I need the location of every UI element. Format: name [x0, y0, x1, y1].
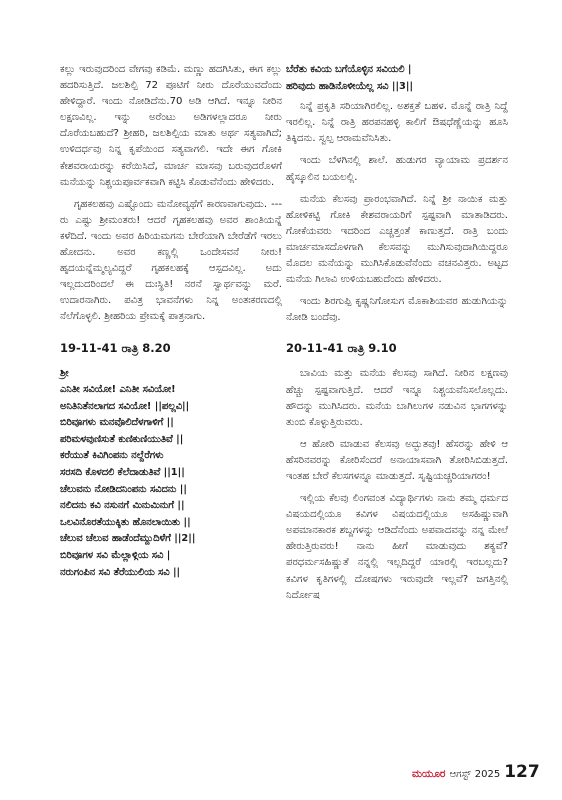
- paragraph: ಇಂದು ಬೆಳಗಿನಲ್ಲಿ ಶಾಲೆ. ಹುಡುಗರ ವ್ಯಾಯಾಮ ಪ್ರದರ್ಶನ ಹೈಸ್ಕೂಲಿನ ಬಯಲಲ್ಲಿ.: [286, 155, 508, 183]
- paragraph: ಇಂದು ಶಿರಗುಪ್ಪಿ ಕೃಷ್ಣನಿಗೋಸುಗ ಮೊಕಾಶಿಯವರ ಹುಡುಗಿಯನ್ನು ನೋಡಿ ಬಂದೆವು.: [286, 296, 508, 324]
- poem-line: ನರುಗಂಪಿನ ಸವಿ ತೆರೆಯುಲಿಯ ಸವಿ ||: [60, 566, 181, 578]
- poem-line: ಹರಿವುದು ಹಾಡಿನೊಳೀಯೆಲ್ಲ ಸವಿ ||3||: [286, 80, 414, 92]
- poem-continued: [286, 62, 508, 95]
- date-heading: 20-11-41 ರಾತ್ರಿ 9.10: [286, 341, 397, 356]
- poem-line: ಚೆಲುವ ಚೆಲುವ ಹಾಡೆಂದೆಮ್ದುದಿಳೆಗೆ ||2||: [60, 533, 196, 545]
- left-column: [60, 62, 282, 581]
- poem-line: ಎನಿತೀ ಸವಿಯೋ! ಎನಿತೀ ಸವಿಯೋ!: [60, 384, 176, 396]
- poem-line: ನಲಿದನು ಕವಿ ನಸುನಗೆ ಮಿನುಮಿನುಗೆ ||: [60, 500, 185, 512]
- poem-line: ಶ್ರೀ: [60, 367, 69, 379]
- paragraph: ನಿನ್ನೆ ಪ್ರಕೃತಿ ಸರಿಯಾಗಿರಲಿಲ್ಲ. ಅಶಕ್ತತೆ ಬಹಳ. ಮೊನ್ನೆ ರಾತ್ರಿ ನಿದ್ದೆ ಇರಲಿಲ್ಲ. ನಿನ್ನೆ ರಾತ್ರಿ ಹರಪನಹಳ್ಳಿ ಕಾಲಿಗೆ ಔಷಧೆಣ್ಣೆಯನ್ನು ಹೂಸಿ ತಿಕ್ಕಿದನು. ಸ್ವಲ್ಪ ಆರಾಮವೆನಿಸಿತು.: [286, 101, 508, 145]
- poem-line: ಬೆರೆತು ಕವಿಯ ಬಗೆಯೊಳ್ಳಿನ ಸವಿಯಲಿ |: [286, 64, 412, 75]
- paragraph: ಕಲ್ಲು ಇರುವುದರಿಂದ ವೇಗವು ಕಡಿಮೆ. ಮಣ್ಣು ಹದಗಿಸಿತು, ಈಗ ಕಲ್ಲು ಹದರಿಸುತ್ತಿದೆ. ಜಲಶಿಲ್ಪಿ 72 ಪೂಟಿಗೆ ನೀರು ದೊರೆಯುವದೆಂದು ಹೇಳಿದ್ದಾರೆ. ಇಂದು ನೋಡಿದೆನು.70 ಅಡಿ ಆಗಿದೆ. ಇನ್ನೂ ನೀರಿನ ಲಕ್ಷಣವಿಲ್ಲ. ಇನ್ನು ಅರೆಂಟು ಅಡಿಗಳಲ್ಲಾದರೂ ನೀರು ದೊರೆಯಬಹುದೆ? ಶ್ರೀಹರಿ, ಜಲಶಿಲ್ಪಿಯ ಮಾತು ಅರ್ಥ ಸತ್ಯವಾಗಿದೆ; ಉಳಿದರ್ಧವು ನಿನ್ನ ಕೃಪೆಯಿಂದ ಸತ್ಯವಾಗಲಿ. ಇದೇ ಈಗ ಗೋಕಿ ಕೇಶವರಾಯರನ್ನು ಕರೆಯಿಸಿದೆ, ಮಾರ್ಚ ಮಾಸವು ಬರುವುದರೊಳಗೆ ಮನೆಯನ್ನು ನಿಶ್ಚಯಪೂರ್ವಕವಾಗಿ ಕಟ್ಟಿಸಿ ಕೊಡುವೆನೆಂದು ಹೇಳಿದರು.: [60, 64, 282, 188]
- poem-line: ಬಿರಿವೂಗಳ ಸವಿ ಮೆಲ್ಲಾಳ್ಗಿಯ ಸವಿ |: [60, 550, 171, 562]
- poem-line: ಒಲವಿನೊರತೆಯುಕ್ಕಿತು ಹೊನಲಾಯಿತು ||: [60, 516, 191, 528]
- poem-line: ಚೆಲುವನು ನೋಡಿದನಿಂಪನು ಸವಿದನು ||: [60, 483, 187, 495]
- poem-line: ಪರಿಮಳವುಣಿಸುತೆ ಕುಣಿಕುಣಿಯುತಿವೆ ||: [60, 433, 184, 445]
- date-heading: 19-11-41 ರಾತ್ರಿ 8.20: [60, 340, 171, 355]
- poem-line: ಅನಿತಿನಿತೆನಲಾಗದ ಸವಿಯೋ! ||ಪಲ್ಲವಿ||: [60, 400, 190, 412]
- issue-year: 2025: [474, 769, 501, 780]
- magazine-name: ಮಯೂರ: [412, 768, 446, 780]
- paragraph: ಇಲ್ಲಿಯ ಕೆಲವು ಲಿಂಗವಂತ ವಿದ್ಯಾರ್ಥಿಗಳು ನಾನು ತಮ್ಮ ಧರ್ಮದ ವಿಷಯದಲ್ಲಿಯೂ ಕವಿಗಳ ವಿಷಯದಲ್ಲಿಯೂ ಅಸಹಿಷ್ಣುವಾಗಿ ಅಪಮಾನಕಾರಕ ಶಬ್ದಗಳನ್ನು ಆಡಿದೆನೆಂದು ಅಪವಾದವನ್ನು ನನ್ನ ಮೇಲೆ ಹೇರುತ್ತಿರುವರು! ನಾನು ಹೀಗೆ ಮಾಡುವುದು ಶಕ್ಯವೆ? ಪರಧರ್ಮಸಹಿಷ್ಣುತೆ ನನ್ನಲ್ಲಿ ಇಲ್ಲದಿದ್ದರೆ ಯಾರಲ್ಲಿ ಇರಬಲ್ಲದು? ಕವಿಗಳ ಕೃತಿಗಳಲ್ಲಿ ದೋಷಗಳು ಇರುವುದೇ ಇಲ್ಲವೆ? ಜಗತ್ತಿನಲ್ಲಿ ನಿರ್ದೋಷ: [286, 493, 508, 601]
- issue-month: ಆಗಸ್ಟ್: [449, 769, 471, 780]
- paragraph: ಗೃಹಕಲಹವು ಎಷ್ಟೊಂದು ಮನೋವ್ಯಥೆಗೆ ಕಾರಣವಾಗುವುದು. ---ರು ಎಷ್ಟು ಶ್ರೀಮಂತರು! ಆದರೆ ಗೃಹಕಲಹವು ಅವರ ಶಾಂತಿಯನ್ನೆ ಕಳೆದಿದೆ. ಇಂದು ಅವರ ಹಿರಿಯಮಗನು ಬೇರೆಯಾಗಿ ಬೇರೆಡೆಗೆ ಇರಲು ಹೋದನು. ಅವರ ಕಣ್ಣಲ್ಲಿ ಒಂದೇಸವನೆ ನೀರು! ಹೃದಯನ್ನೆಮ್ಮಲ್ಯವಿದ್ದರೆ ಗೃಹಕಲಹಕ್ಕೆ ಆಸ್ಪದವಿಲ್ಲ. ಅದು ಇಲ್ಲದುದರಿಂದಲೆ ಈ ದುಃಸ್ಥಿತಿ! ನರನೆ ಸ್ವಾರ್ಥವನ್ನು ಮರೆ. ಉದಾರನಾಗಿರು. ಪವಿತ್ರ ಭಾವನೆಗಳು ನಿನ್ನ ಅಂತಃಕರಣದಲ್ಲಿ ನೆಲೆಗೊಳ್ಳಲಿ. ಶ್ರೀಹರಿಯ ಪ್ರೇಮಕ್ಕೆ ಪಾತ್ರನಾಗು.: [60, 198, 282, 323]
- paragraph: ಮನೆಯ ಕೆಲಸವು ಪ್ರಾರಂಭವಾಗಿದೆ. ನಿನ್ನೆ ಶ್ರೀ ನಾಯಿಕ ಮತ್ತು ಹೋಳಿಕಟ್ಟಿ ಗೋಕಿ ಕೇಶವರಾಯರಿಗೆ ಸ್ಪಷ್ಟವಾಗಿ ಮಾತಾಡಿದರು. ಗೋಕೆಯವರು ಇದರಿಂದ ಎಚ್ಚತ್ತಂತೆ ಕಾಣುತ್ತದೆ. ರಾತ್ರಿ ಬಂದು ಮಾರ್ಚಮಾಸದೊಳಗಾಗಿ ಕೆಲಸವನ್ನು ಮುಗಿಸುವುದಾಗಿಯಿದ್ದರೂ ಮೊದಲ ಮನೆಯನ್ನು ಮುಗಿಸಿಕೊಡುವೆನೆಂದು ವಚನವಿತ್ತರು. ಅಟ್ಟದ ಮನೆಯ ಗಿಲಾವಿ ಉಳಿಯಬಹುದೆಂದು ಹೇಳಿದರು.: [286, 193, 508, 286]
- paragraph: ಆ ಹೋರಿ ಮಾಡುವ ಕೆಲಸವು ಅದ್ಭುತವು! ಹೆಸರನ್ನು ಹೇಳಿ ಆ ಹೆಸರಿನವರನ್ನು ಕೋರಿಸೆಂದರೆ ಅನಾಯಾಸವಾಗಿ ತೋರಿಸಿಬಿಡುತ್ತದೆ. ಇಂತಹ ಬೇರೆ ಕೆಲಸಗಳನ್ನೂ ಮಾಡುತ್ತದೆ. ಸೃಷ್ಟಿಯಚ್ಚರಿಯಾಗರಂ!: [286, 438, 508, 482]
- page-footer: [412, 762, 540, 782]
- poem-line: ಕರೆಯುತೆ ಕಿವಿಗಿಂಪನು ನಲ್ದೆರೆಗಳು: [60, 450, 164, 462]
- poem-line: ಸರಸದಿ ಕೊಳದಲಿ ಕೆಲೆದಾಡುತಿವೆ ||1||: [60, 467, 185, 479]
- poem-line: ಬಿರಿವೂಗಳು ಮನವೊಲಿದೆಳಗಾಳಿಗೆ ||: [60, 417, 174, 429]
- paragraph: ಬಾವಿಯ ಮತ್ತು ಮನೆಯ ಕೆಲಸವು ಸಾಗಿದೆ. ನೀರಿನ ಲಕ್ಷಣವು ಹೆಚ್ಚು ಸ್ಪಷ್ಟವಾಗುತ್ತಿದೆ. ಆದರೆ ಇನ್ನೂ ನಿಶ್ಚಯವೆನಿಸಲೊಲ್ಲದು. ಹೌದನ್ನು ಮುಗಿಸಿದರು. ಮನೆಯ ಬಾಗಿಲುಗಳ ನಡುವಿನ ಭಾಗಗಳನ್ನು ತುಂಬಿ ಕೊಳ್ಳುತ್ತಿರುವರು.: [286, 368, 508, 428]
- poem: [60, 366, 282, 582]
- right-column: [286, 62, 508, 610]
- page-number: 127: [504, 762, 540, 782]
